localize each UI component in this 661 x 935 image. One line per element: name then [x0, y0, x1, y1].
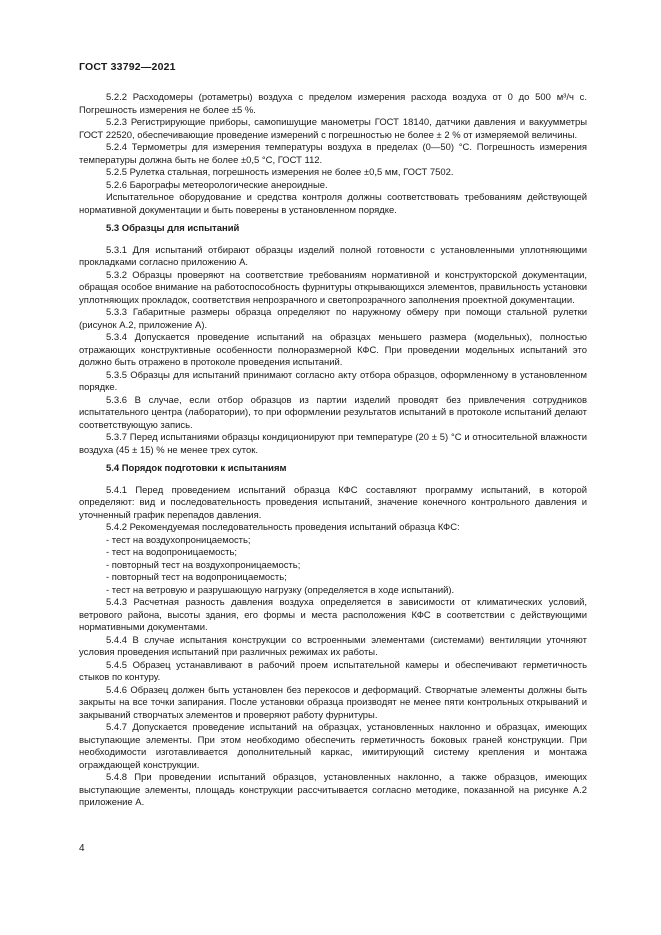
paragraph: 5.4.3 Расчетная разность давления воздуха определяется в зависимости от климатических условий, ветрового района, высоты здания, его формы и места расположения КФС в соответствии с действующими нормативными документами. [79, 597, 587, 633]
paragraph: 5.4.5 Образец устанавливают в рабочий проем испытательной камеры и обеспечивают герметичность стыков по контуру. [79, 659, 587, 683]
paragraph: 5.2.2 Расходомеры (ротаметры) воздуха с пределом измерения расхода воздуха от 0 до 500 м³/ч с. Погрешность измерения не более ±5 %. [79, 92, 587, 116]
paragraph: 5.4.7 Допускается проведение испытаний на образцах, установленных наклонно и образцах, имеющих выступающие элементы. При этом необходимо обеспечить герметичность боковых граней конструкции. При необходимости изготавливается дополнительный каркас, имитирующий систему крепления и монтажа ограждающей конструкции. [79, 722, 587, 771]
paragraph: 5.4.4 В случае испытания конструкции со встроенными элементами (системами) вентиляции уточняют условия проведения испытаний при различных режимах их работы. [79, 634, 587, 658]
paragraph: 5.3.4 Допускается проведение испытаний на образцах меньшего размера (модельных), полностью отражающих конструктивные особенности полноразмерной КФС. При проведении модельных испытаний это должно быть отражено в протоколе проведения испытаний. [79, 332, 587, 368]
list-item: - повторный тест на водопроницаемость; [106, 572, 287, 583]
paragraph: 5.2.5 Рулетка стальная, погрешность измерения не более ±0,5 мм, ГОСТ 7502. [106, 167, 454, 178]
list-item: - тест на воздухопроницаемость; [106, 534, 251, 546]
paragraph: 5.4.1 Перед проведением испытаний образца КФС составляют программу испытаний, в которой определяют: вид и последовательность проведения испытаний, значение конечного контрольного давления и уточненный график перепадов давления. [79, 484, 587, 521]
section-heading: 5.4 Порядок подготовки к испытаниям [106, 463, 287, 474]
paragraph: Испытательное оборудование и средства контроля должны соответствовать требованиям действующей нормативной документации и быть поверены в установленном порядке. [79, 192, 587, 216]
list-item: - тест на водопроницаемость; [106, 547, 237, 558]
page-number: 4 [79, 843, 85, 854]
paragraph: 5.3.7 Перед испытаниями образцы кондиционируют при температуре (20 ± 5) °С и относительной влажности воздуха (45 ± 15) % не менее трех суток. [79, 432, 587, 456]
paragraph: 5.3.2 Образцы проверяют на соответствие требованиям нормативной и конструкторской документации, обращая особое внимание на работоспособность фурнитуры открывающихся элементов, правильность установки уплотняющих прокладок, соответствия непрозрачного и светопрозрачного заполнения проектной документации. [79, 269, 587, 306]
document-header: ГОСТ 33792—2021 [79, 61, 176, 73]
section-heading: 5.3 Образцы для испытаний [106, 223, 240, 234]
paragraph: 5.2.4 Термометры для измерения температуры воздуха в пределах (0—50) °С. Погрешность измерения температуры должна быть не более ±0,5 °С, ГОСТ 112. [79, 142, 587, 166]
paragraph: 5.3.3 Габаритные размеры образца определяют по наружному обмеру при помощи стальной рулетки (рисунок А.2, приложение А). [79, 307, 587, 331]
paragraph: 5.4.2 Рекомендуемая последовательность проведения испытаний образца КФС: [106, 522, 460, 533]
paragraph: 5.3.1 Для испытаний отбирают образцы изделий полной готовности с установленными уплотняющими прокладками согласно приложению А. [79, 244, 587, 268]
paragraph: 5.2.3 Регистрирующие приборы, самопишущие манометры ГОСТ 18140, датчики давления и вакуумметры ГОСТ 22520, обеспечивающие проведение измерений с погрешностью не более ± 2 % от измеряемой величины. [79, 117, 587, 141]
paragraph: 5.4.6 Образец должен быть установлен без перекосов и деформаций. Створчатые элементы должны быть закрыты на все точки запирания. После установки образца производят не менее пяти контрольных открываний и закрываний створчатых элементов и проверяют работу фурнитуры. [79, 684, 587, 721]
document-body [79, 92, 587, 810]
paragraph: 5.4.8 При проведении испытаний образцов, установленных наклонно, а также образцов, имеющих выступающие элементы, площадь конструкции рассчитывается согласно методике, показанной на рисунке А.2 приложение А. [79, 772, 587, 808]
list-item: - тест на ветровую и разрушающую нагрузку (определяется в ходе испытаний). [106, 584, 455, 596]
paragraph: 5.2.6 Барографы метеорологические анероидные. [106, 179, 328, 191]
list-item: - повторный тест на воздухопроницаемость; [106, 559, 301, 571]
paragraph: 5.3.6 В случае, если отбор образцов из партии изделий проводят без привлечения сотрудников испытательного центра (лаборатории), то при оформлении результатов испытаний в протоколе испытаний делают соответствующую запись. [79, 394, 587, 431]
paragraph: 5.3.5 Образцы для испытаний принимают согласно акту отбора образцов, оформленному в установленном порядке. [79, 369, 587, 393]
